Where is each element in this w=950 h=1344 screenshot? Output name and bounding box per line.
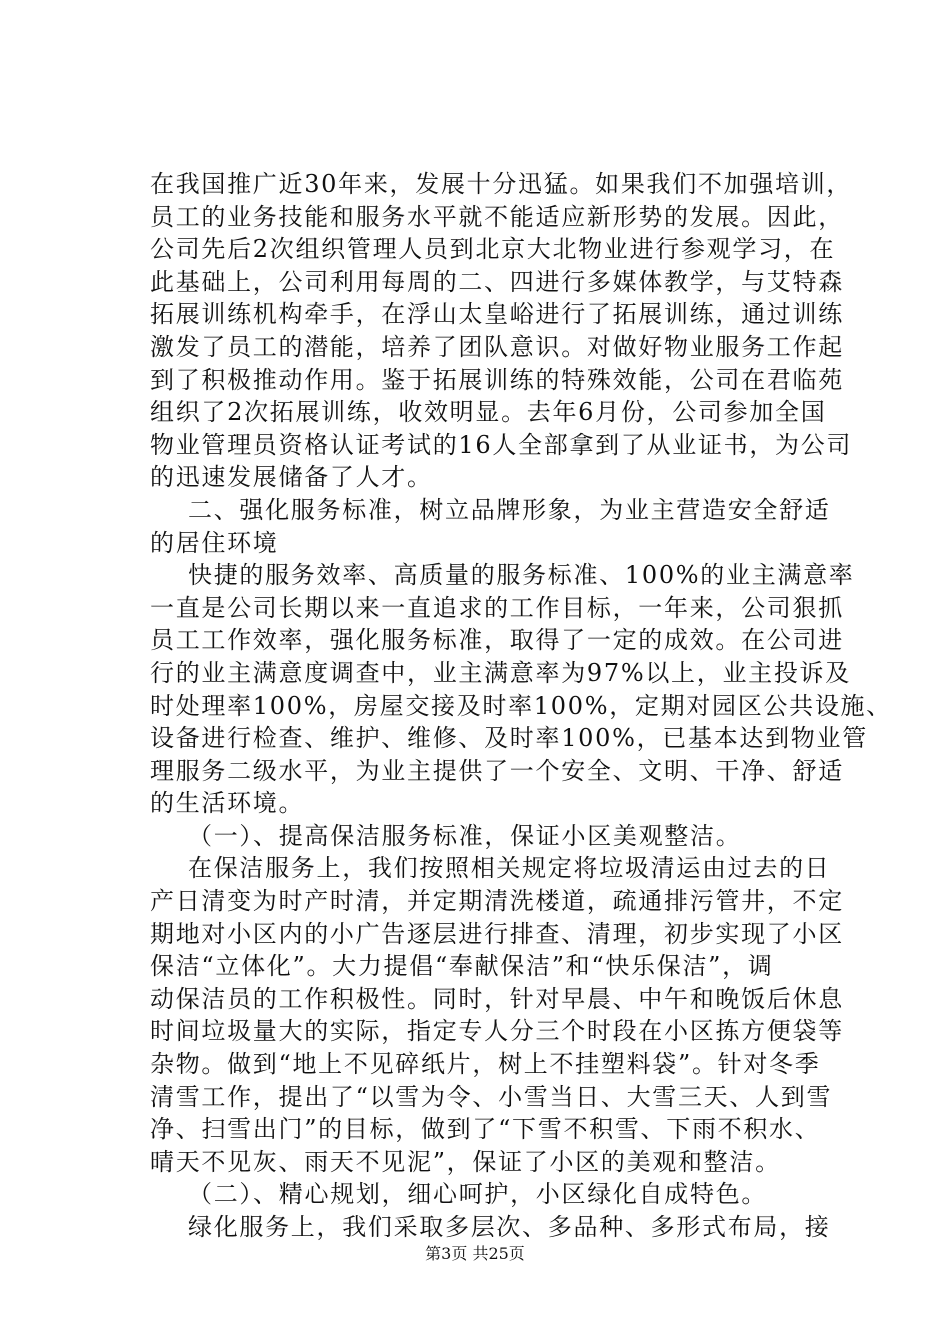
- text-line: 员工工作效率，强化服务标准，取得了一定的成效。在公司进: [150, 626, 844, 655]
- text-line: 拓展训练机构牵手，在浮山太皇峪进行了拓展训练，通过训练: [150, 300, 844, 329]
- text-line: 绿化服务上，我们采取多层次、多品种、多形式布局，接: [188, 1213, 831, 1241]
- section-heading: 二、强化服务标准，树立品牌形象，为业主营造安全舒适: [188, 495, 831, 524]
- text-line: 杂物。做到“地上不见碎纸片，树上不挂塑料袋”。针对冬季: [150, 1050, 821, 1079]
- text-line: 净、扫雪出门”的目标，做到了“下雪不积雪、下雨不积水、: [150, 1115, 821, 1144]
- text-line: 的生活环境。: [150, 789, 305, 818]
- text-line: 时处理率100%，房屋交接及时率100%，定期对园区公共设施、: [150, 691, 892, 720]
- subsection-heading: （二）、精心规划，细心呵护，小区绿化自成特色。: [188, 1180, 768, 1209]
- text-line: 到了积极推动作用。鉴于拓展训练的特殊效能，公司在君临苑: [150, 365, 844, 394]
- text-line: 快捷的服务效率、高质量的服务标准、100%的业主满意率: [188, 561, 855, 590]
- text-line: 的迅速发展储备了人才。: [150, 463, 433, 492]
- page-number-footer: 第3页 共25页: [425, 1244, 525, 1263]
- text-line: 理服务二级水平，为业主提供了一个安全、文明、干净、舒适: [150, 756, 844, 785]
- text-line: 保洁“立体化”。大力提倡“奉献保洁”和“快乐保洁”，调: [150, 952, 774, 981]
- text-line: 时间垃圾量大的实际，指定专人分三个时段在小区拣方便袋等: [150, 1017, 844, 1046]
- text-line: 在我国推广近30年来，发展十分迅猛。如果我们不加强培训，: [150, 170, 853, 198]
- text-line: 组织了2次拓展训练，收效明显。去年6月份，公司参加全国: [150, 398, 827, 427]
- text-line: 晴天不见灰、雨天不见泥”，保证了小区的美观和整洁。: [150, 1147, 781, 1176]
- text-line: 期地对小区内的小广告逐层进行排查、清理，初步实现了小区: [150, 919, 844, 948]
- text-line: 设备进行检查、维护、维修、及时率100%，已基本达到物业管: [150, 724, 868, 753]
- document-body: [150, 168, 892, 1244]
- text-line: 产日清变为时产时清，并定期清洗楼道，疏通排污管井，不定: [150, 887, 844, 916]
- text-line: 行的业主满意度调查中，业主满意率为97%以上，业主投诉及: [150, 658, 851, 687]
- text-line: 动保洁员的工作积极性。同时，针对早晨、中午和晚饭后休息: [150, 984, 844, 1013]
- text-line: 一直是公司长期以来一直追求的工作目标，一年来，公司狠抓: [150, 593, 844, 622]
- text-line: 公司先后2次组织管理人员到北京大北物业进行参观学习，在: [150, 235, 836, 264]
- text-line: 在保洁服务上，我们按照相关规定将垃圾清运由过去的日: [188, 854, 831, 883]
- text-line: 此基础上，公司利用每周的二、四进行多媒体教学，与艾特森: [150, 267, 844, 296]
- text-line: 激发了员工的潜能，培养了团队意识。对做好物业服务工作起: [150, 332, 844, 361]
- text-line: 员工的业务技能和服务水平就不能适应新形势的发展。因此，: [150, 202, 844, 231]
- text-line: 物业管理员资格认证考试的16人全部拿到了从业证书，为公司: [150, 430, 853, 459]
- text-line: 清雪工作，提出了“以雪为令、小雪当日、大雪三天、人到雪: [150, 1082, 833, 1111]
- section-heading-continued: 的居住环境: [150, 528, 279, 557]
- subsection-heading: （一）、提高保洁服务标准，保证小区美观整洁。: [188, 821, 742, 850]
